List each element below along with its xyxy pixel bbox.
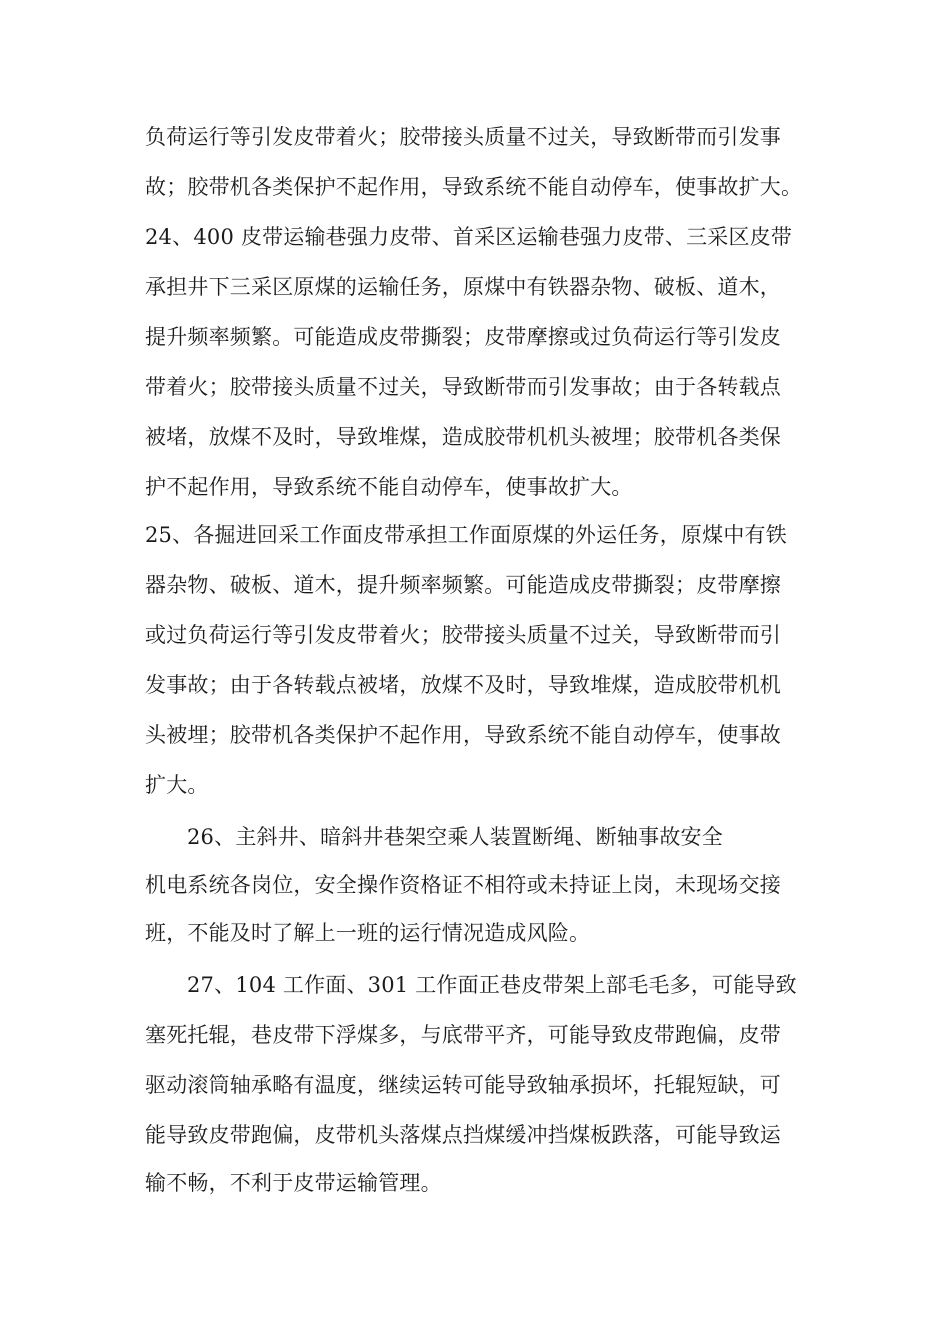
text-line: 扩大。 (145, 773, 209, 797)
text-line: 或过负荷运行等引发皮带着火；胶带接头质量不过关，导致断带而引 (145, 623, 781, 647)
text-line: 故；胶带机各类保护不起作用，导致系统不能自动停车，使事故扩大。 (145, 175, 803, 199)
text-line: 发事故；由于各转载点被堵，放煤不及时，导致堆煤，造成胶带机机 (145, 673, 781, 697)
text-line: 负荷运行等引发皮带着火；胶带接头质量不过关，导致断带而引发事 (145, 125, 781, 149)
text-line: 能导致皮带跑偏，皮带机头落煤点挡煤缓冲挡煤板跌落，可能导致运 (145, 1123, 781, 1147)
text-line: 器杂物、破板、道木，提升频率频繁。可能造成皮带撕裂；皮带摩擦 (145, 573, 781, 597)
text-line: 25、各掘进回采工作面皮带承担工作面原煤的外运任务，原煤中有铁 (145, 523, 787, 547)
text-line: 机电系统各岗位，安全操作资格证不相符或未持证上岗，未现场交接 (145, 873, 781, 897)
text-line: 带着火；胶带接头质量不过关，导致断带而引发事故；由于各转载点 (145, 375, 781, 399)
text-line: 26、主斜井、暗斜井巷架空乘人装置断绳、断轴事故安全 (187, 825, 723, 849)
text-line: 27、104 工作面、301 工作面正巷皮带架上部毛毛多，可能导致 (187, 973, 797, 997)
text-line: 驱动滚筒轴承略有温度，继续运转可能导致轴承损坏，托辊短缺，可 (145, 1073, 781, 1097)
text-line: 头被埋；胶带机各类保护不起作用，导致系统不能自动停车，使事故 (145, 723, 781, 747)
text-line: 被堵，放煤不及时，导致堆煤，造成胶带机机头被埋；胶带机各类保 (145, 425, 781, 449)
text-line: 承担井下三采区原煤的运输任务，原煤中有铁器杂物、破板、道木， (145, 275, 781, 299)
text-line: 输不畅，不利于皮带运输管理。 (145, 1171, 442, 1195)
text-line: 护不起作用，导致系统不能自动停车，使事故扩大。 (145, 475, 633, 499)
text-line: 24、400 皮带运输巷强力皮带、首采区运输巷强力皮带、三采区皮带 (145, 225, 793, 249)
text-line: 提升频率频繁。可能造成皮带撕裂；皮带摩擦或过负荷运行等引发皮 (145, 325, 781, 349)
text-line: 塞死托辊，巷皮带下浮煤多，与底带平齐，可能导致皮带跑偏，皮带 (145, 1023, 781, 1047)
text-line: 班，不能及时了解上一班的运行情况造成风险。 (145, 921, 591, 945)
